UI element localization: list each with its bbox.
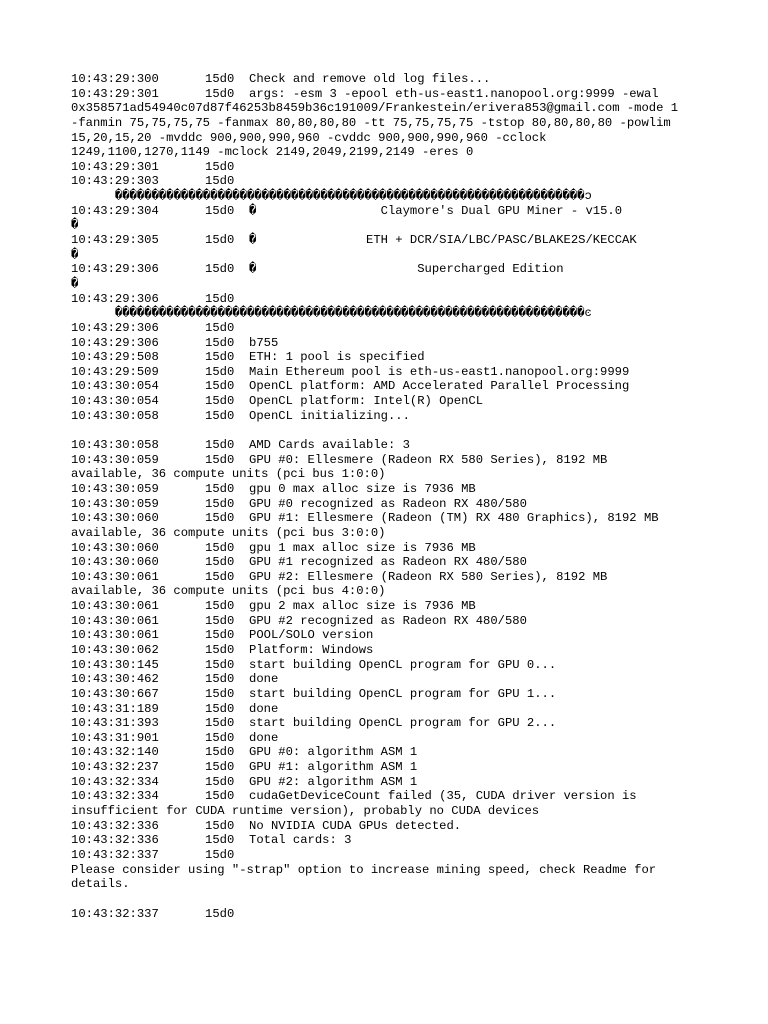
log-line: [71, 833, 711, 848]
log-message: start building OpenCL program for GPU 0...: [249, 657, 557, 672]
log-line: [71, 409, 711, 424]
log-line: [71, 511, 711, 526]
log-thread-id: 15d0: [205, 350, 235, 365]
log-message: GPU #1: algorithm ASM 1: [249, 760, 418, 775]
log-text: �: [71, 218, 79, 233]
log-message: GPU #2: algorithm ASM 1: [249, 774, 418, 789]
log-thread-id: 15d0: [205, 481, 235, 496]
log-message: args: -esm 3 -epool eth-us-east1.nanopool.org:9999 -ewal: [249, 86, 659, 101]
log-thread-id: 15d0: [205, 496, 235, 511]
log-thread-id: 15d0: [205, 320, 235, 335]
log-text: insufficient for CUDA runtime version), probably no CUDA devices: [71, 804, 540, 819]
log-line: [71, 306, 711, 321]
log-line: [71, 687, 711, 702]
log-message: GPU #1 recognized as Radeon RX 480/580: [249, 555, 527, 570]
log-thread-id: 15d0: [205, 818, 235, 833]
log-timestamp: 10:43:29:304: [71, 203, 159, 218]
log-text: 15,20,15,20 -mvddc 900,900,990,960 -cvddc 900,900,990,960 -cclock: [71, 130, 547, 145]
log-timestamp: 10:43:32:337: [71, 847, 159, 862]
log-line: [71, 277, 711, 292]
log-thread-id: 15d0: [205, 540, 235, 555]
log-timestamp: 10:43:30:145: [71, 657, 159, 672]
log-timestamp: 10:43:29:305: [71, 233, 159, 248]
log-timestamp: 10:43:32:334: [71, 774, 159, 789]
log-line: [71, 570, 711, 585]
log-timestamp: 10:43:29:306: [71, 291, 159, 306]
log-line: [71, 438, 711, 453]
log-timestamp: 10:43:32:237: [71, 760, 159, 775]
log-timestamp: 10:43:29:301: [71, 159, 159, 174]
log-line: [71, 628, 711, 643]
log-thread-id: 15d0: [205, 452, 235, 467]
log-timestamp: 10:43:29:300: [71, 72, 159, 86]
log-text: 1249,1100,1270,1149 -mclock 2149,2049,2199,2149 -eres 0: [71, 145, 474, 160]
log-timestamp: 10:43:29:306: [71, 335, 159, 350]
log-message: done: [249, 672, 279, 687]
log-line: [71, 423, 711, 438]
log-thread-id: 15d0: [205, 233, 235, 248]
log-timestamp: 10:43:30:061: [71, 599, 159, 614]
log-message: start building OpenCL program for GPU 1...: [249, 686, 557, 701]
log-line: [71, 379, 711, 394]
log-line: [71, 336, 711, 351]
log-thread-id: 15d0: [205, 628, 235, 643]
log-text: ����������������������������������������������������������������ͼ: [71, 306, 592, 321]
log-thread-id: 15d0: [205, 569, 235, 584]
log-thread-id: 15d0: [205, 906, 235, 921]
log-line: [71, 555, 711, 570]
log-message: GPU #2 recognized as Radeon RX 480/580: [249, 613, 527, 628]
log-document: [71, 72, 711, 921]
log-text: Please consider using "-strap" option to increase mining speed, check Readme for: [71, 862, 657, 877]
log-line: [71, 672, 711, 687]
log-line: [71, 87, 711, 102]
log-line: [71, 907, 711, 922]
log-text: 0x358571ad54940c07d87f46253b8459b36c191009/Frankestein/erivera853@gmail.com -mode 1: [71, 101, 679, 116]
log-timestamp: 10:43:29:301: [71, 86, 159, 101]
log-thread-id: 15d0: [205, 159, 235, 174]
log-message: GPU #0: algorithm ASM 1: [249, 745, 418, 760]
log-timestamp: 10:43:32:336: [71, 833, 159, 848]
log-message: GPU #0 recognized as Radeon RX 480/580: [249, 496, 527, 511]
log-text: ����������������������������������������������������������������ͻ: [71, 189, 592, 204]
log-thread-id: 15d0: [205, 379, 235, 394]
log-message: OpenCL platform: AMD Accelerated Parallel Processing: [249, 379, 630, 394]
log-thread-id: 15d0: [205, 438, 235, 453]
log-message: Main Ethereum pool is eth-us-east1.nanopool.org:9999: [249, 364, 630, 379]
log-timestamp: 10:43:30:059: [71, 496, 159, 511]
log-message: Check and remove old log files...: [249, 72, 491, 86]
log-timestamp: 10:43:31:189: [71, 701, 159, 716]
log-line: [71, 160, 711, 175]
log-line: [71, 174, 711, 189]
log-message: GPU #1: Ellesmere (Radeon (TM) RX 480 Graphics), 8192 MB: [249, 511, 659, 526]
log-line: [71, 131, 711, 146]
log-line: [71, 702, 711, 717]
log-message: POOL/SOLO version: [249, 628, 374, 643]
log-timestamp: 10:43:30:058: [71, 408, 159, 423]
log-line: [71, 467, 711, 482]
log-line: [71, 804, 711, 819]
log-line: [71, 599, 711, 614]
log-line: [71, 233, 711, 248]
log-timestamp: 10:43:30:054: [71, 394, 159, 409]
log-line: [71, 321, 711, 336]
log-line: [71, 731, 711, 746]
log-thread-id: 15d0: [205, 291, 235, 306]
log-thread-id: 15d0: [205, 833, 235, 848]
log-timestamp: 10:43:30:061: [71, 628, 159, 643]
log-thread-id: 15d0: [205, 672, 235, 687]
log-line: [71, 848, 711, 863]
log-timestamp: 10:43:30:060: [71, 540, 159, 555]
log-timestamp: 10:43:30:061: [71, 613, 159, 628]
log-thread-id: 15d0: [205, 86, 235, 101]
log-timestamp: 10:43:30:462: [71, 672, 159, 687]
log-line: [71, 248, 711, 263]
log-message: ETH: 1 pool is specified: [249, 350, 425, 365]
log-thread-id: 15d0: [205, 789, 235, 804]
log-message: gpu 2 max alloc size is 7936 MB: [249, 599, 476, 614]
log-line: [71, 72, 711, 87]
log-thread-id: 15d0: [205, 203, 235, 218]
log-thread-id: 15d0: [205, 701, 235, 716]
log-timestamp: 10:43:30:061: [71, 569, 159, 584]
log-line: [71, 863, 711, 878]
log-message: Total cards: 3: [249, 833, 352, 848]
log-timestamp: 10:43:30:059: [71, 452, 159, 467]
log-line: [71, 365, 711, 380]
log-timestamp: 10:43:30:060: [71, 555, 159, 570]
log-line: [71, 145, 711, 160]
log-thread-id: 15d0: [205, 716, 235, 731]
log-text: �: [71, 276, 79, 291]
log-line: [71, 745, 711, 760]
log-line: [71, 643, 711, 658]
log-line: [71, 292, 711, 307]
log-timestamp: 10:43:30:058: [71, 438, 159, 453]
log-message: GPU #0: Ellesmere (Radeon RX 580 Series), 8192 MB: [249, 452, 608, 467]
log-line: [71, 541, 711, 556]
log-thread-id: 15d0: [205, 599, 235, 614]
log-line: [71, 189, 711, 204]
log-line: [71, 526, 711, 541]
log-timestamp: 10:43:32:334: [71, 789, 159, 804]
log-message: OpenCL initializing...: [249, 408, 410, 423]
log-line: [71, 101, 711, 116]
log-line: [71, 877, 711, 892]
log-timestamp: 10:43:30:060: [71, 511, 159, 526]
log-thread-id: 15d0: [205, 262, 235, 277]
log-thread-id: 15d0: [205, 408, 235, 423]
log-timestamp: 10:43:32:140: [71, 745, 159, 760]
log-timestamp: 10:43:32:336: [71, 818, 159, 833]
log-thread-id: 15d0: [205, 847, 235, 862]
log-message: � ETH + DCR/SIA/LBC/PASC/BLAKE2S/KECCAK: [249, 233, 637, 248]
log-line: [71, 716, 711, 731]
log-line: [71, 204, 711, 219]
log-message: gpu 1 max alloc size is 7936 MB: [249, 540, 476, 555]
log-line: [71, 892, 711, 907]
log-line: [71, 482, 711, 497]
log-message: done: [249, 730, 279, 745]
log-line: [71, 497, 711, 512]
log-timestamp: 10:43:32:337: [71, 906, 159, 921]
log-timestamp: 10:43:30:054: [71, 379, 159, 394]
log-line: [71, 614, 711, 629]
log-timestamp: 10:43:31:393: [71, 716, 159, 731]
log-message: Platform: Windows: [249, 642, 374, 657]
log-timestamp: 10:43:30:062: [71, 642, 159, 657]
log-thread-id: 15d0: [205, 613, 235, 628]
log-timestamp: 10:43:29:303: [71, 174, 159, 189]
log-line: [71, 789, 711, 804]
log-line: [71, 584, 711, 599]
log-message: OpenCL platform: Intel(R) OpenCL: [249, 394, 484, 409]
log-thread-id: 15d0: [205, 642, 235, 657]
log-timestamp: 10:43:30:667: [71, 686, 159, 701]
log-message: start building OpenCL program for GPU 2...: [249, 716, 557, 731]
log-thread-id: 15d0: [205, 657, 235, 672]
log-thread-id: 15d0: [205, 364, 235, 379]
log-timestamp: 10:43:29:306: [71, 262, 159, 277]
log-timestamp: 10:43:29:508: [71, 350, 159, 365]
log-text: �: [71, 247, 79, 262]
log-line: [71, 116, 711, 131]
log-thread-id: 15d0: [205, 745, 235, 760]
log-thread-id: 15d0: [205, 730, 235, 745]
log-message: � Claymore's Dual GPU Miner - v15.0: [249, 203, 623, 218]
log-line: [71, 218, 711, 233]
log-thread-id: 15d0: [205, 555, 235, 570]
log-timestamp: 10:43:30:059: [71, 481, 159, 496]
log-line: [71, 819, 711, 834]
log-thread-id: 15d0: [205, 760, 235, 775]
log-message: No NVIDIA CUDA GPUs detected.: [249, 818, 462, 833]
log-thread-id: 15d0: [205, 394, 235, 409]
log-thread-id: 15d0: [205, 72, 235, 86]
log-message: cudaGetDeviceCount failed (35, CUDA driver version is: [249, 789, 637, 804]
log-text: available, 36 compute units (pci bus 4:0:0): [71, 584, 386, 599]
log-message: AMD Cards available: 3: [249, 438, 410, 453]
log-line: [71, 262, 711, 277]
log-line: [71, 775, 711, 790]
log-timestamp: 10:43:29:306: [71, 320, 159, 335]
log-thread-id: 15d0: [205, 686, 235, 701]
log-text: details.: [71, 877, 130, 892]
log-message: done: [249, 701, 279, 716]
log-message: b755: [249, 335, 279, 350]
log-message: � Supercharged Edition: [249, 262, 564, 277]
log-text: available, 36 compute units (pci bus 1:0:0): [71, 467, 386, 482]
log-line: [71, 453, 711, 468]
log-line: [71, 350, 711, 365]
log-timestamp: 10:43:31:901: [71, 730, 159, 745]
log-line: [71, 760, 711, 775]
log-line: [71, 394, 711, 409]
log-message: GPU #2: Ellesmere (Radeon RX 580 Series), 8192 MB: [249, 569, 608, 584]
log-line: [71, 658, 711, 673]
log-thread-id: 15d0: [205, 335, 235, 350]
log-thread-id: 15d0: [205, 174, 235, 189]
log-timestamp: 10:43:29:509: [71, 364, 159, 379]
log-thread-id: 15d0: [205, 774, 235, 789]
log-thread-id: 15d0: [205, 511, 235, 526]
log-text: -fanmin 75,75,75,75 -fanmax 80,80,80,80 -tt 75,75,75,75 -tstop 80,80,80,80 -powlim: [71, 115, 671, 130]
log-text: available, 36 compute units (pci bus 3:0:0): [71, 525, 386, 540]
log-message: gpu 0 max alloc size is 7936 MB: [249, 481, 476, 496]
